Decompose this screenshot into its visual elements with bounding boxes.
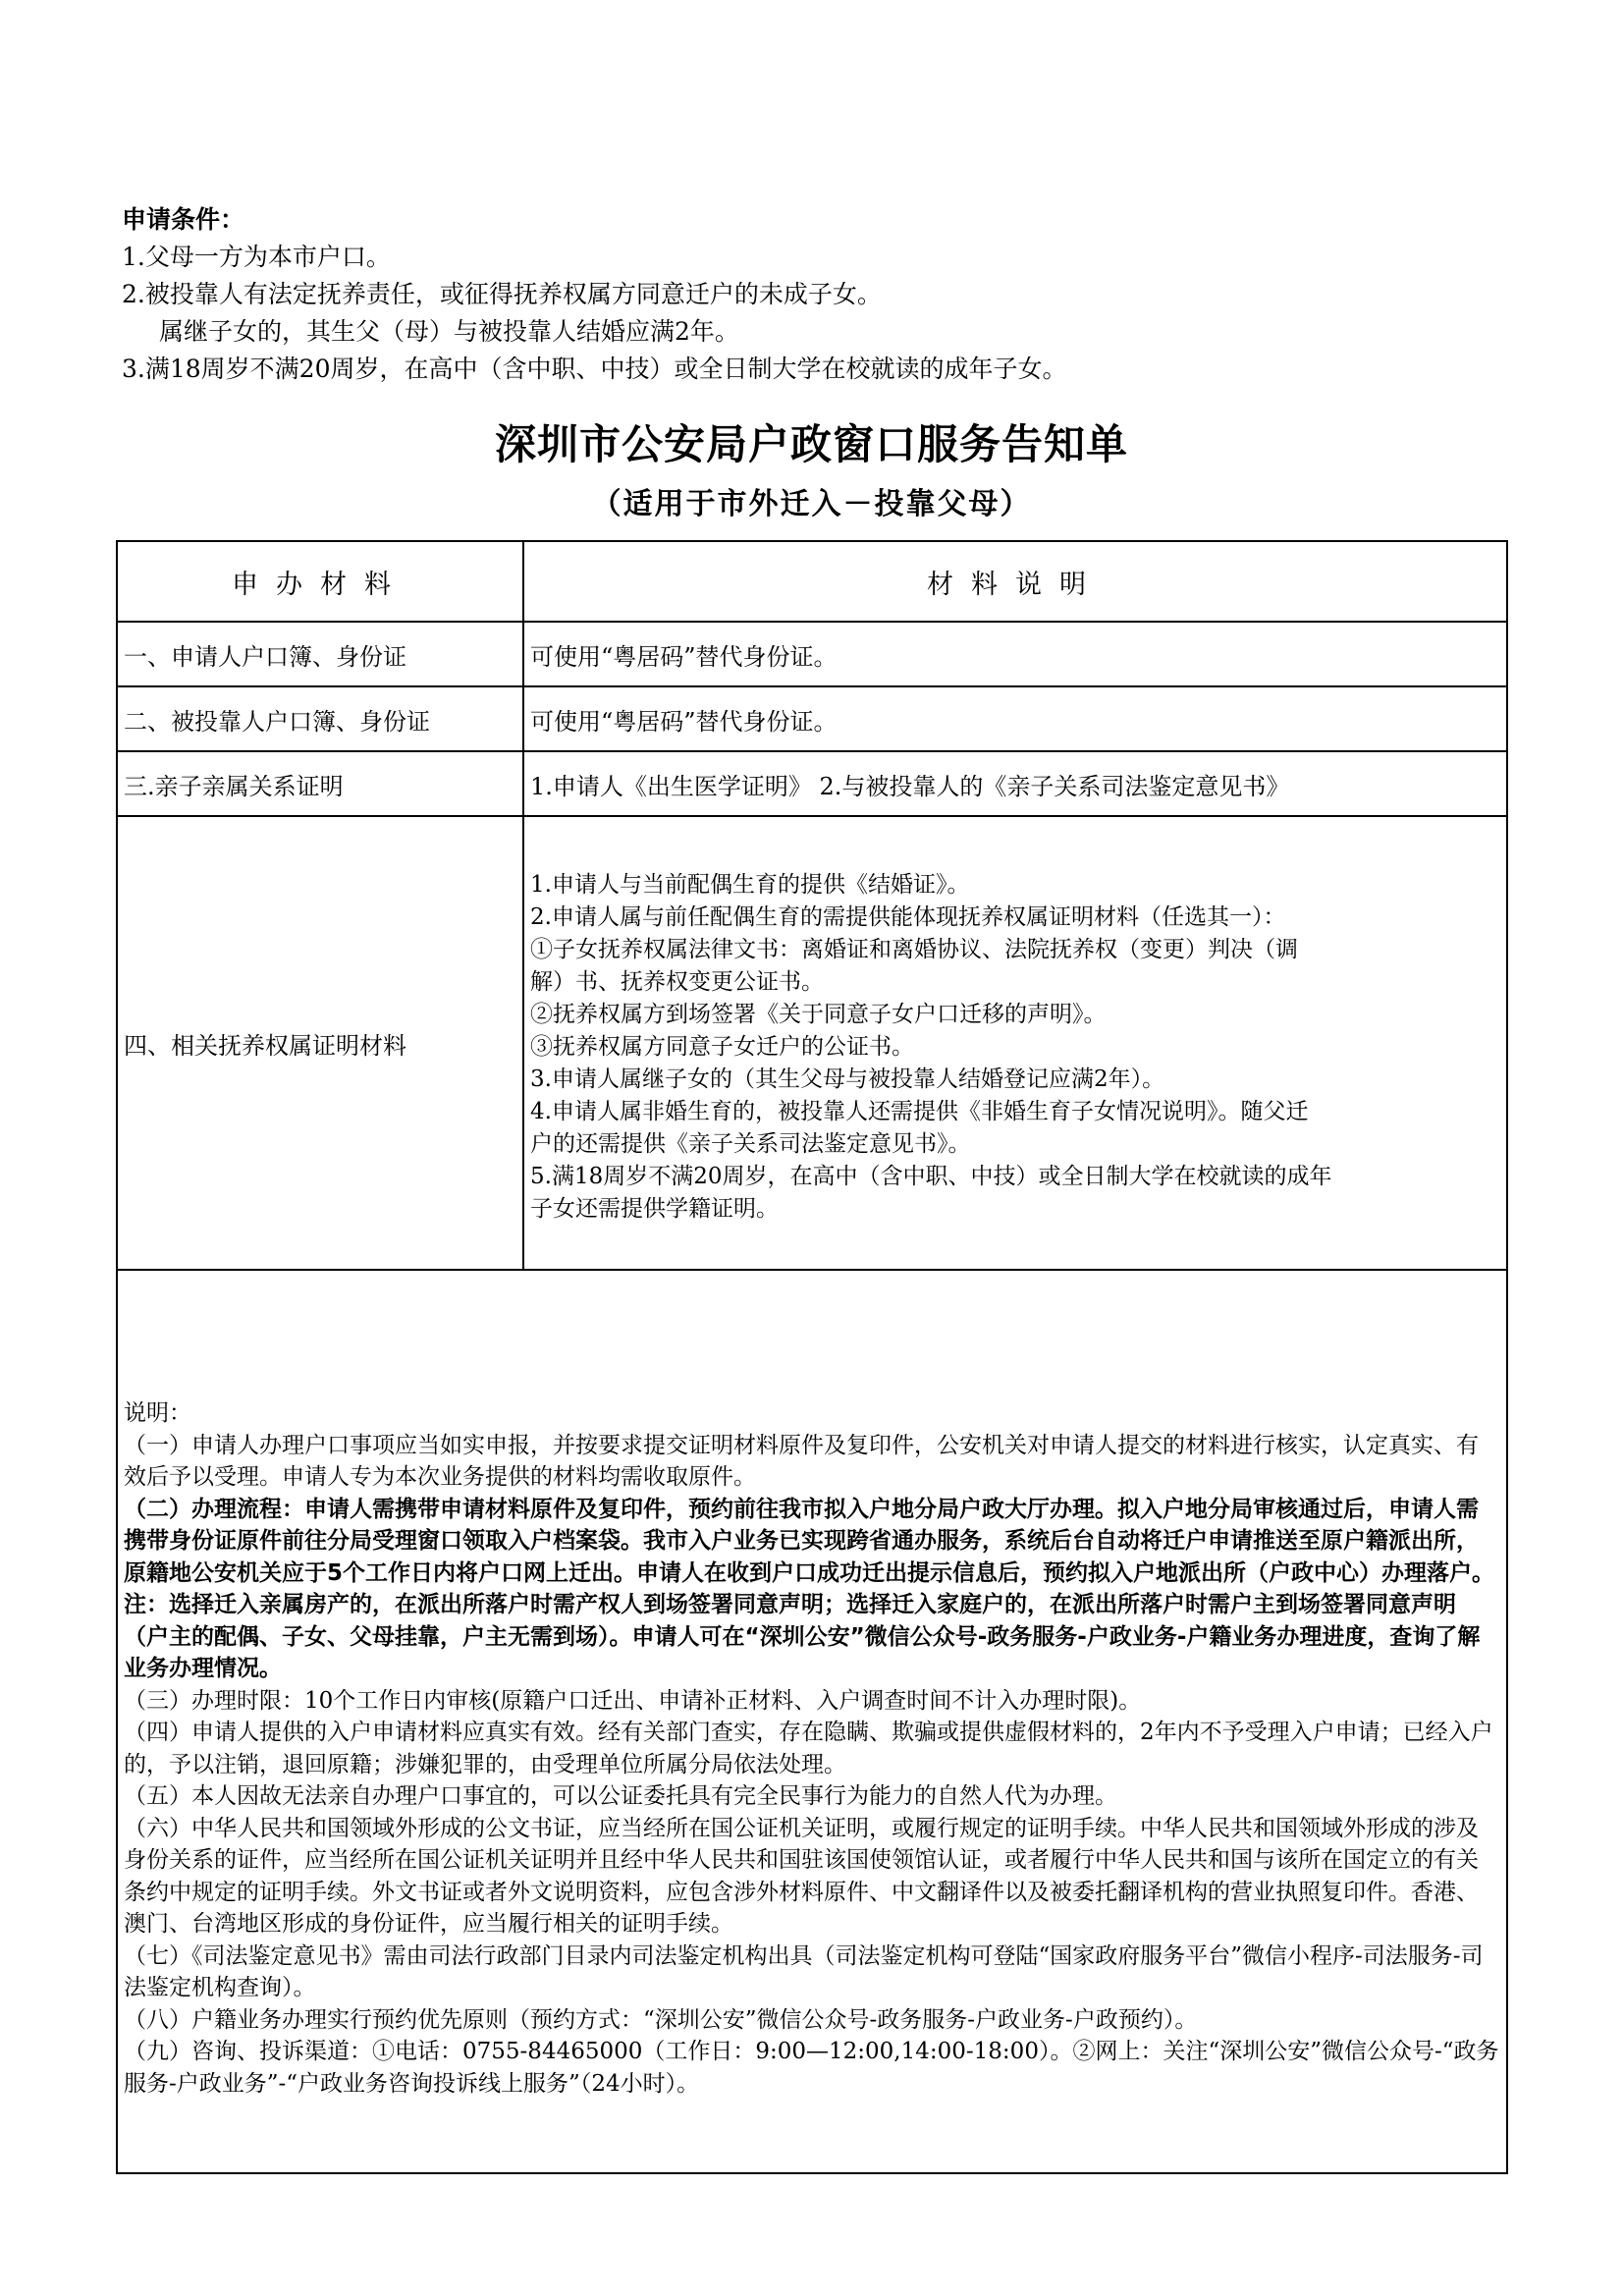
note-paragraph: （一）申请人办理户口事项应当如实申报，并按要求提交证明材料原件及复印件，公安机关对申请人提交的材料进行核实，认定真实、有效后予以受理。申请人专为本次业务提供的材料均需收取原件。	[124, 1432, 1479, 1490]
note-paragraph: （三）办理时限：10个工作日内审核(原籍户口迁出、申请补正材料、入户调查时间不计入办理时限)。	[124, 1687, 1142, 1714]
detail-line: ②抚养权属方到场签署《关于同意子女户口迁移的声明》。	[530, 1001, 1107, 1027]
material-cell: 二、被投靠人户口簿、身份证	[117, 686, 523, 751]
detail-line: 2.申请人属与前任配偶生育的需提供能体现抚养权属证明材料（任选其一）：	[530, 903, 1286, 930]
table-header-row	[117, 541, 1507, 622]
note-paragraph: （九）咨询、投诉渠道：①电话：0755-84465000（工作日：9:00—12:00,14:00-18:00）。②网上：关注“深圳公安”微信公众号-“政务服务-户政业务”-“户政业务咨询投诉线上服务”（24小时）。	[124, 2039, 1499, 2097]
detail-line: 4.申请人属非婚生育的，被投靠人还需提供《非婚生育子女情况说明》。随父迁	[530, 1098, 1309, 1124]
page-subtitle: （适用于市外迁入－投靠父母）	[591, 487, 1032, 521]
page-title: 深圳市公安局户政窗口服务告知单	[494, 420, 1128, 468]
material-cell: 三.亲子亲属关系证明	[117, 751, 523, 816]
note-cell	[523, 816, 1507, 1270]
note-paragraph: （八）户籍业务办理实行预约优先原则（预约方式：“深圳公安”微信公众号-政务服务-户政业务-户政预约）。	[124, 2006, 1198, 2033]
materials-table	[116, 540, 1508, 2174]
custody-proof-details	[530, 861, 1500, 1226]
note-paragraph-process: （二）办理流程：申请人需携带申请材料原件及复印件，预约前往我市拟入户地分局户政大厅办理。拟入户地分局审核通过后，申请人需携带身份证原件前往分局受理窗口领取入户档案袋。我市入户业务已实现跨省通办服务，系统后台自动将迁户申请推送至原户籍派出所，原籍地公安机关应于5个工作日内将户口网上迁出。申请人在收到户口成功迁出提示信息后，预约拟入户地派出所（户政中心）办理落户。注：选择迁入亲属房产的，在派出所落户时需产权人到场签署同意声明；选择迁入家庭户的，在派出所落户时需户主到场签署同意声明（户主的配偶、子女、父母挂靠，户主无需到场）。申请人可在“深圳公安”微信公众号-政务服务-户政业务-户籍业务办理进度，查询了解业务办理情况。	[124, 1496, 1495, 1681]
note-paragraph: （四）申请人提供的入户申请材料应真实有效。经有关部门查实，存在隐瞒、欺骗或提供虚假材料的，2年内不予受理入户申请；已经入户的，予以注销，退回原籍；涉嫌犯罪的，由受理单位所属分局依法处理。	[124, 1720, 1493, 1777]
detail-line: ③抚养权属方同意子女迁户的公证书。	[530, 1033, 914, 1060]
application-conditions	[122, 201, 1496, 388]
notes-row	[117, 1270, 1507, 2173]
condition-item: 3.满18周岁不满20周岁，在高中（含中职、中技）或全日制大学在校就读的成年子女。	[122, 355, 1067, 383]
note-cell: 可使用“粤居码”替代身份证。	[523, 622, 1507, 686]
note-cell: 1.申请人《出生医学证明》 2.与被投靠人的《亲子关系司法鉴定意见书》	[523, 751, 1507, 816]
header-description: 材料说明	[523, 541, 1507, 622]
material-cell: 一、申请人户口簿、身份证	[117, 622, 523, 686]
condition-item: 1.父母一方为本市户口。	[122, 243, 391, 271]
table-row	[117, 622, 1507, 686]
notes-label: 说明：	[124, 1400, 191, 1426]
material-cell: 四、相关抚养权属证明材料	[117, 816, 523, 1270]
note-paragraph: （七）《司法鉴定意见书》需由司法行政部门目录内司法鉴定机构出具（司法鉴定机构可登陆“国家政府服务平台”微信小程序-司法服务-司法鉴定机构查询）。	[124, 1942, 1484, 2000]
detail-line: 子女还需提供学籍证明。	[530, 1195, 779, 1222]
notes-cell	[117, 1270, 1507, 2173]
detail-line: 1.申请人与当前配偶生育的提供《结婚证》。	[530, 871, 970, 898]
detail-line: 5.满18周岁不满20周岁，在高中（含中职、中技）或全日制大学在校就读的成年	[530, 1163, 1332, 1189]
note-cell: 可使用“粤居码”替代身份证。	[523, 686, 1507, 751]
detail-line: ①子女抚养权属法律文书：离婚证和离婚协议、法院抚养权（变更）判决（调	[530, 936, 1298, 962]
condition-item: 2.被投靠人有法定抚养责任，或征得抚养权属方同意迁户的未成子女。	[122, 280, 882, 308]
note-paragraph: （六）中华人民共和国领域外形成的公文书证，应当经所在国公证机关证明，或履行规定的证明手续。中华人民共和国领域外形成的涉及身份关系的证件，应当经所在国公证机关证明并且经中华人民共和国驻该国使领馆认证，或者履行中华人民共和国与该所在国定立的有关条约中规定的证明手续。外文书证或者外文说明资料，应包含涉外材料原件、中文翻译件以及被委托翻译机构的营业执照复印件。香港、澳门、台湾地区形成的身份证件，应当履行相关的证明手续。	[124, 1815, 1479, 1937]
table-row	[117, 816, 1507, 1270]
condition-item: 属继子女的，其生父（母）与被投靠人结婚应满2年。	[159, 317, 739, 346]
table-row	[117, 751, 1507, 816]
detail-line: 解）书、抚养权变更公证书。	[530, 968, 824, 995]
detail-line: 户的还需提供《亲子关系司法鉴定意见书》。	[530, 1130, 971, 1157]
table-row	[117, 686, 1507, 751]
notes-section	[124, 1343, 1500, 2100]
conditions-heading: 申请条件：	[122, 205, 245, 234]
note-paragraph: （五）本人因故无法亲自办理户口事宜的，可以公证委托具有完全民事行为能力的自然人代为办理。	[124, 1783, 1117, 1809]
detail-line: 3.申请人属继子女的（其生父母与被投靠人结婚登记应满2年）。	[530, 1066, 1165, 1092]
header-materials: 申办材料	[117, 541, 523, 622]
